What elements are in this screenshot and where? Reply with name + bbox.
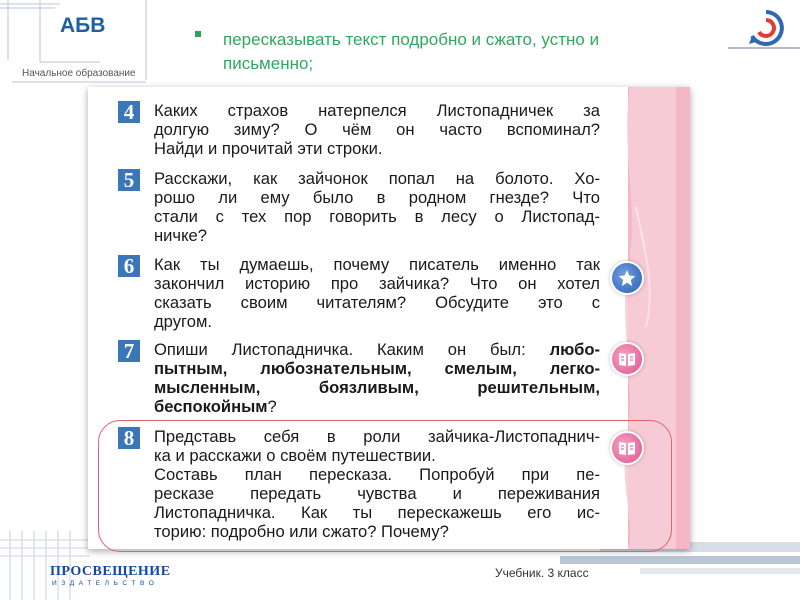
task-text: Как ты думаешь, почему писатель именно так закончил историю про зайчика? Что он хотел сказать своим читателям? Обсудите это с другом. xyxy=(154,255,600,331)
header-divider xyxy=(728,47,800,49)
task-number: 8 xyxy=(118,427,140,449)
logo-subtitle: Начальное образование xyxy=(22,68,136,79)
star-icon[interactable] xyxy=(612,263,642,293)
textbook-label: Учебник. 3 класс xyxy=(495,566,589,580)
task-number: 7 xyxy=(118,340,140,362)
logo-abv: АБВ xyxy=(60,14,106,37)
publisher-sub: ИЗДАТЕЛЬСТВО xyxy=(52,580,159,587)
task-text: Опиши Листопадничка. Каким он был: любо- пытным, любознательным, смелым, легко- мысленным, боязливым, решительным, беспокойным? xyxy=(154,340,600,416)
goal-text: пересказывать текст подробно и сжато, устно и письменно; xyxy=(223,30,600,73)
bullet-marker xyxy=(195,31,201,37)
task-number: 5 xyxy=(118,169,140,191)
publisher-name: ПРОСВЕЩЕНИЕ xyxy=(50,564,171,579)
task-8-highlight-frame xyxy=(98,420,672,552)
task-text: Расскажи, как зайчонок попал на болото. Хо- рошо ли ему было в родном гнезде? Что стали с тех пор говорить в лесу о Листопад- ничке? xyxy=(154,169,600,245)
task-number: 6 xyxy=(118,255,140,277)
book-icon[interactable] xyxy=(612,344,642,374)
task-number: 4 xyxy=(118,101,140,123)
book-icon[interactable] xyxy=(612,433,642,463)
task-text: Представь себя в роли зайчика-Листопаднич- ка и расскажи о своём путешествии. Составь план пересказа. Попробуй при пе- ресказе передать чувства и переживания Листопадничка. Как ты перескажешь его ис- торию: подробно или сжато? Почему? xyxy=(154,427,600,541)
publisher-emblem-icon xyxy=(745,8,787,48)
task-text: Каких страхов натерпелся Листопадничек за долгую зиму? О чём он часто вспоминал? Найди и прочитай эти строки. xyxy=(154,101,600,158)
